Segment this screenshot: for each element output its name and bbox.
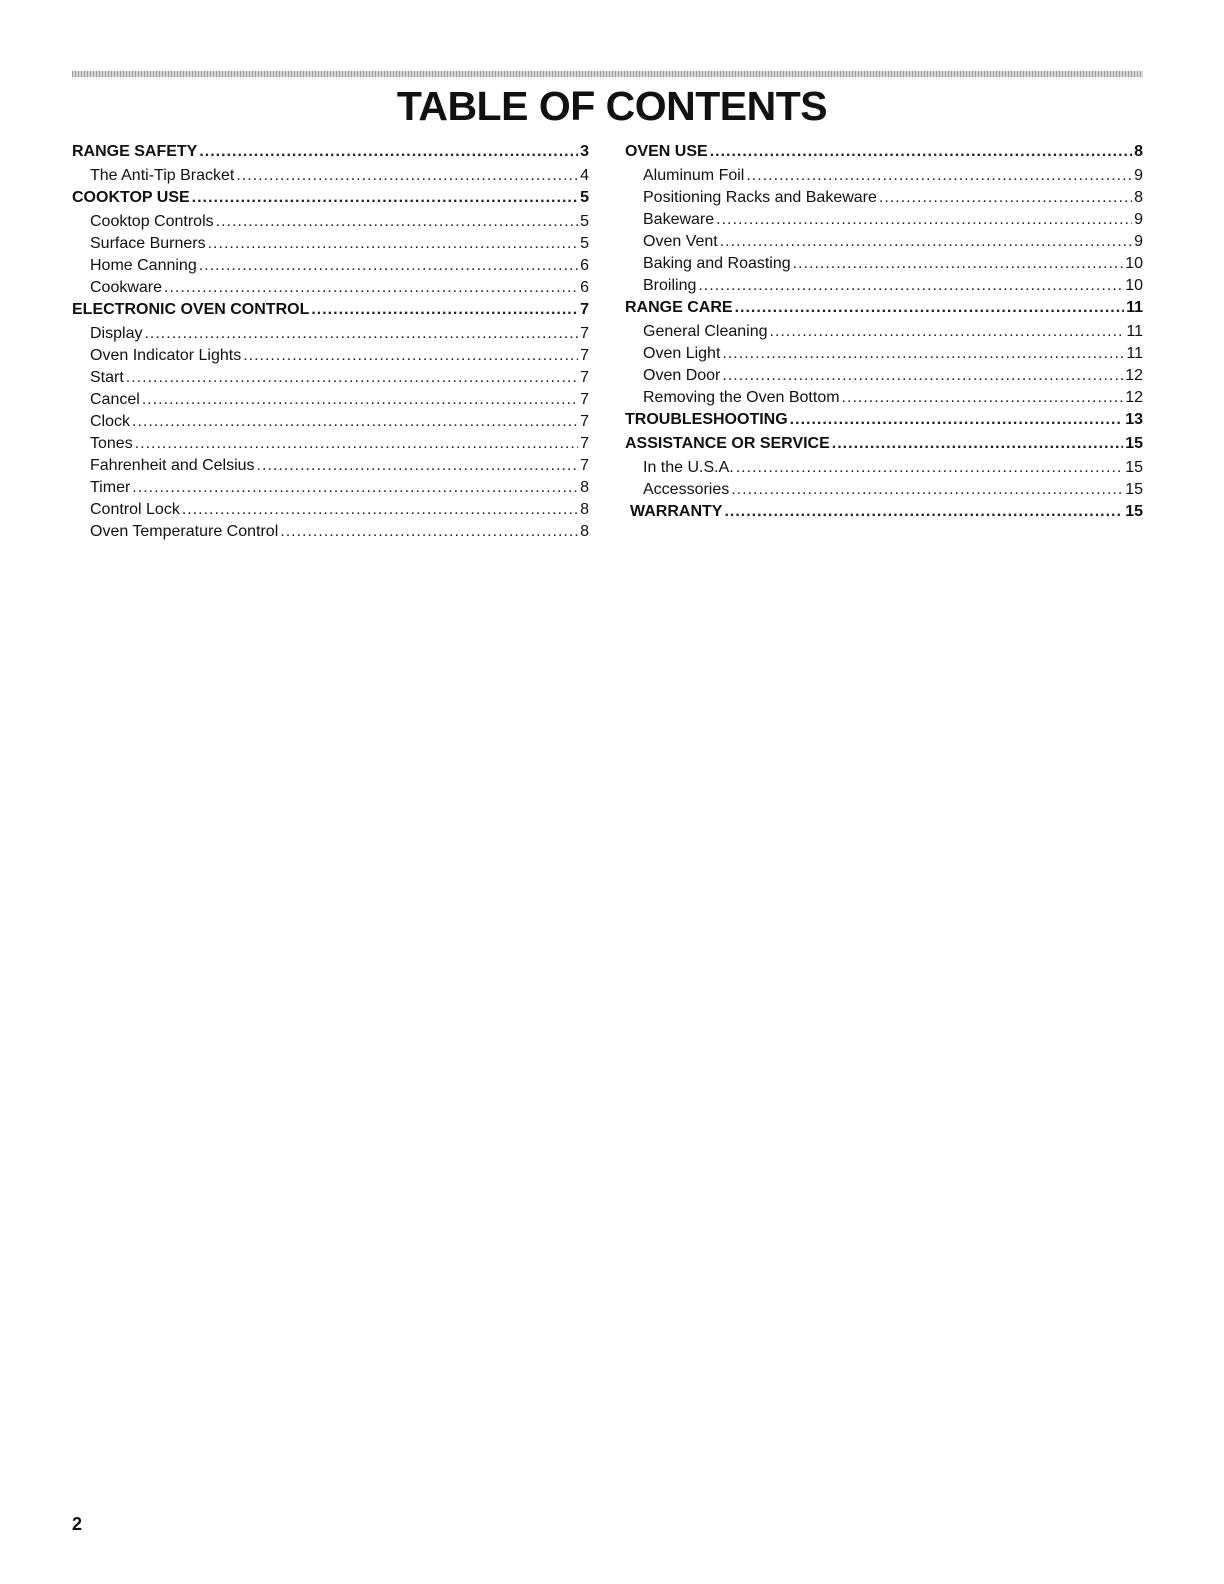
toc-entry-label: The Anti-Tip Bracket bbox=[90, 167, 235, 184]
toc-subsection-entry[interactable] bbox=[72, 324, 589, 346]
toc-entry-page: 8 bbox=[1134, 143, 1143, 160]
toc-entry-page: 11 bbox=[1126, 345, 1143, 362]
toc-subsection-entry[interactable] bbox=[625, 276, 1143, 298]
dot-leader bbox=[192, 188, 578, 208]
toc-entry-label: OVEN USE bbox=[625, 143, 708, 160]
dot-leader bbox=[832, 434, 1123, 454]
dot-leader bbox=[722, 366, 1123, 386]
dot-leader bbox=[132, 478, 578, 498]
dot-leader bbox=[731, 480, 1123, 500]
toc-entry-page: 10 bbox=[1125, 277, 1143, 294]
toc-section-entry[interactable] bbox=[625, 142, 1143, 166]
toc-subsection-entry[interactable] bbox=[625, 322, 1143, 344]
toc-entry-page: 7 bbox=[580, 369, 589, 386]
toc-entry-page: 15 bbox=[1125, 481, 1143, 498]
dot-leader bbox=[216, 212, 578, 232]
toc-entry-label: Oven Light bbox=[643, 345, 721, 362]
dot-leader bbox=[722, 344, 1124, 364]
toc-section-entry[interactable] bbox=[625, 410, 1143, 434]
dot-leader bbox=[236, 166, 578, 186]
toc-entry-label: Tones bbox=[90, 435, 133, 452]
toc-entry-page: 7 bbox=[580, 391, 589, 408]
toc-subsection-entry[interactable] bbox=[72, 212, 589, 234]
toc-right-column bbox=[625, 142, 1143, 526]
toc-subsection-entry[interactable] bbox=[625, 388, 1143, 410]
toc-entry-label: Cookware bbox=[90, 279, 163, 296]
toc-section-entry[interactable] bbox=[625, 298, 1143, 322]
toc-entry-page: 6 bbox=[580, 279, 589, 296]
toc-subsection-entry[interactable] bbox=[72, 390, 589, 412]
toc-entry-label: In the U.S.A. bbox=[643, 459, 734, 476]
dot-leader bbox=[199, 256, 578, 276]
dot-leader bbox=[746, 166, 1132, 186]
toc-entry-page: 7 bbox=[580, 347, 589, 364]
dot-leader bbox=[793, 254, 1124, 274]
dot-leader bbox=[208, 234, 578, 254]
top-rule bbox=[72, 71, 1143, 77]
page-number: 2 bbox=[72, 1514, 83, 1534]
toc-entry-label: Oven Indicator Lights bbox=[90, 347, 242, 364]
toc-entry-page: 12 bbox=[1125, 367, 1143, 384]
toc-subsection-entry[interactable] bbox=[72, 234, 589, 256]
toc-entry-label: WARRANTY bbox=[630, 503, 723, 520]
toc-subsection-entry[interactable] bbox=[72, 368, 589, 390]
toc-entry-label: Clock bbox=[90, 413, 131, 430]
toc-subsection-entry[interactable] bbox=[625, 458, 1143, 480]
toc-subsection-entry[interactable] bbox=[625, 232, 1143, 254]
toc-entry-page: 9 bbox=[1134, 233, 1143, 250]
toc-section-entry[interactable] bbox=[625, 434, 1143, 458]
dot-leader bbox=[142, 390, 578, 410]
toc-subsection-entry[interactable] bbox=[72, 278, 589, 300]
dot-leader bbox=[716, 210, 1132, 230]
toc-entry-label: Cooktop Controls bbox=[90, 213, 214, 230]
toc-entry-label: Cancel bbox=[90, 391, 140, 408]
toc-section-entry[interactable] bbox=[625, 502, 1143, 526]
toc-subsection-entry[interactable] bbox=[625, 188, 1143, 210]
toc-subsection-entry[interactable] bbox=[625, 366, 1143, 388]
toc-subsection-entry[interactable] bbox=[72, 456, 589, 478]
dot-leader bbox=[182, 500, 578, 520]
toc-entry-page: 13 bbox=[1125, 411, 1143, 428]
toc-entry-page: 11 bbox=[1126, 299, 1143, 316]
toc-entry-label: Start bbox=[90, 369, 124, 386]
toc-section-entry[interactable] bbox=[72, 188, 589, 212]
toc-entry-label: TROUBLESHOOTING bbox=[625, 411, 788, 428]
toc-entry-page: 8 bbox=[580, 523, 589, 540]
toc-entry-label: Fahrenheit and Celsius bbox=[90, 457, 255, 474]
toc-entry-label: Positioning Racks and Bakeware bbox=[643, 189, 877, 206]
dot-leader bbox=[842, 388, 1124, 408]
toc-subsection-entry[interactable] bbox=[72, 434, 589, 456]
toc-entry-label: Accessories bbox=[643, 481, 730, 498]
toc-entry-page: 9 bbox=[1134, 211, 1143, 228]
toc-entry-label: Home Canning bbox=[90, 257, 197, 274]
toc-entry-page: 11 bbox=[1126, 323, 1143, 340]
toc-entry-page: 7 bbox=[580, 325, 589, 342]
toc-subsection-entry[interactable] bbox=[625, 344, 1143, 366]
toc-entry-label: Removing the Oven Bottom bbox=[643, 389, 840, 406]
toc-subsection-entry[interactable] bbox=[72, 256, 589, 278]
toc-entry-label: Oven Door bbox=[643, 367, 721, 384]
toc-entry-page: 7 bbox=[580, 301, 589, 318]
dot-leader bbox=[720, 232, 1132, 252]
dot-leader bbox=[144, 324, 578, 344]
toc-subsection-entry[interactable] bbox=[72, 500, 589, 522]
dot-leader bbox=[770, 322, 1125, 342]
dot-leader bbox=[879, 188, 1132, 208]
page-title: TABLE OF CONTENTS bbox=[396, 83, 828, 129]
dot-leader bbox=[135, 434, 578, 454]
toc-section-entry[interactable] bbox=[72, 300, 589, 324]
toc-entry-label: Surface Burners bbox=[90, 235, 206, 252]
toc-entry-page: 5 bbox=[580, 235, 589, 252]
toc-entry-label: Oven Temperature Control bbox=[90, 523, 279, 540]
toc-entry-page: 15 bbox=[1125, 459, 1143, 476]
dot-leader bbox=[243, 346, 578, 366]
dot-leader bbox=[126, 368, 578, 388]
toc-entry-page: 5 bbox=[580, 189, 589, 206]
toc-entry-page: 7 bbox=[580, 413, 589, 430]
dot-leader bbox=[736, 458, 1123, 478]
toc-subsection-entry[interactable] bbox=[72, 346, 589, 368]
toc-entry-page: 7 bbox=[580, 457, 589, 474]
toc-subsection-entry[interactable] bbox=[72, 412, 589, 434]
toc-entry-page: 7 bbox=[580, 435, 589, 452]
toc-entry-label: RANGE CARE bbox=[625, 299, 733, 316]
toc-entry-page: 4 bbox=[580, 167, 589, 184]
toc-entry-page: 8 bbox=[580, 479, 589, 496]
toc-entry-label: Broiling bbox=[643, 277, 697, 294]
dot-leader bbox=[199, 142, 578, 162]
toc-entry-page: 8 bbox=[580, 501, 589, 518]
toc-entry-label: COOKTOP USE bbox=[72, 189, 190, 206]
dot-leader bbox=[311, 300, 578, 320]
toc-subsection-entry[interactable] bbox=[72, 166, 589, 188]
toc-entry-page: 15 bbox=[1125, 503, 1143, 520]
toc-entry-page: 9 bbox=[1134, 167, 1143, 184]
toc-entry-label: Control Lock bbox=[90, 501, 180, 518]
toc-left-column bbox=[72, 142, 589, 544]
dot-leader bbox=[790, 410, 1124, 430]
toc-entry-label: Timer bbox=[90, 479, 131, 496]
dot-leader bbox=[698, 276, 1123, 296]
toc-entry-label: Display bbox=[90, 325, 143, 342]
dot-leader bbox=[735, 298, 1125, 318]
dot-leader bbox=[710, 142, 1132, 162]
dot-leader bbox=[257, 456, 579, 476]
dot-leader bbox=[132, 412, 578, 432]
toc-entry-page: 15 bbox=[1125, 435, 1143, 452]
toc-entry-page: 8 bbox=[1134, 189, 1143, 206]
dot-leader bbox=[164, 278, 578, 298]
toc-entry-label: Oven Vent bbox=[643, 233, 718, 250]
toc-entry-page: 10 bbox=[1125, 255, 1143, 272]
toc-entry-page: 3 bbox=[580, 143, 589, 160]
toc-entry-label: Aluminum Foil bbox=[643, 167, 745, 184]
toc-entry-label: Baking and Roasting bbox=[643, 255, 791, 272]
toc-entry-label: ASSISTANCE OR SERVICE bbox=[625, 435, 830, 452]
dot-leader bbox=[724, 502, 1123, 522]
toc-entry-page: 5 bbox=[580, 213, 589, 230]
toc-subsection-entry[interactable] bbox=[625, 254, 1143, 276]
toc-section-entry[interactable] bbox=[72, 142, 589, 166]
toc-entry-label: ELECTRONIC OVEN CONTROL bbox=[72, 301, 310, 318]
toc-subsection-entry[interactable] bbox=[625, 480, 1143, 502]
toc-entry-page: 6 bbox=[580, 257, 589, 274]
dot-leader bbox=[280, 522, 578, 542]
toc-entry-label: RANGE SAFETY bbox=[72, 143, 198, 160]
toc-subsection-entry[interactable] bbox=[72, 478, 589, 500]
toc-entry-label: Bakeware bbox=[643, 211, 715, 228]
toc-entry-page: 12 bbox=[1125, 389, 1143, 406]
toc-subsection-entry[interactable] bbox=[625, 166, 1143, 188]
toc-subsection-entry[interactable] bbox=[72, 522, 589, 544]
toc-entry-label: General Cleaning bbox=[643, 323, 768, 340]
toc-subsection-entry[interactable] bbox=[625, 210, 1143, 232]
